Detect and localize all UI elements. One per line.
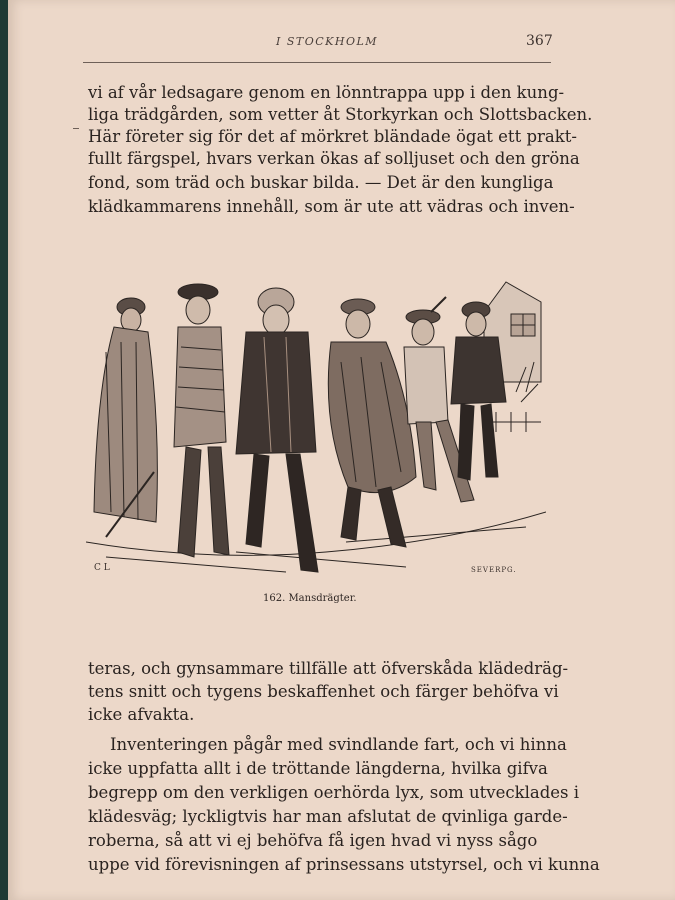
text-line: fond, som träd och buskar bilda. — Det är den kungliga bbox=[88, 173, 554, 192]
text-line: teras, och gynsammare tillfälle att öfverskåda klädedräg- bbox=[88, 659, 569, 678]
text-line: icke afvakta. bbox=[88, 705, 195, 724]
figure-robed-man bbox=[94, 298, 157, 537]
engraver-signature: SEVERPG. bbox=[471, 566, 517, 574]
text-line: icke uppfatta allt i de tröttande längderna, hvilka gifva bbox=[88, 759, 548, 778]
text-line: liga trädgården, som vetter åt Storkyrkan och Slottsbacken. bbox=[88, 105, 593, 124]
text-line: uppe vid förevisningen af prinsessans utstyrsel, och vi kunna bbox=[88, 855, 600, 874]
running-head: I STOCKHOLM bbox=[276, 35, 379, 48]
text-line: roberna, så att vi ej behöfva få igen hvad vi nyss sågo bbox=[88, 831, 538, 850]
text-line: Här företer sig för det af mörkret bländade ögat ett prakt- bbox=[88, 127, 577, 146]
margin-mark bbox=[73, 128, 79, 129]
page-number: 367 bbox=[526, 33, 553, 49]
engraving-illustration bbox=[86, 272, 546, 582]
text-line: Inventeringen pågår med svindlande fart, och vi hinna bbox=[110, 735, 567, 754]
figure-caped-man bbox=[328, 299, 416, 547]
book-page bbox=[8, 0, 675, 900]
text-line: tens snitt och tygens beskaffenhet och färger behöfva vi bbox=[88, 682, 559, 701]
text-line: klädesväg; lyckligtvis har man afslutat de qvinliga garde- bbox=[88, 807, 568, 826]
text-line: fullt färgspel, hvars verkan ökas af solljuset och den gröna bbox=[88, 149, 580, 168]
header-rule bbox=[83, 62, 551, 63]
figure-armored-man bbox=[174, 284, 229, 557]
artist-monogram: C L bbox=[94, 563, 110, 573]
figure-caption: 162. Mansdrägter. bbox=[263, 593, 357, 604]
figure-bearded-man bbox=[236, 288, 318, 572]
text-line: klädkammarens innehåll, som är ute att vädras och inven- bbox=[88, 197, 575, 216]
text-line: begrepp om den verkligen oerhörda lyx, som utvecklades i bbox=[88, 783, 580, 802]
text-line: vi af vår ledsagare genom en lönntrappa upp i den kung- bbox=[88, 83, 565, 102]
